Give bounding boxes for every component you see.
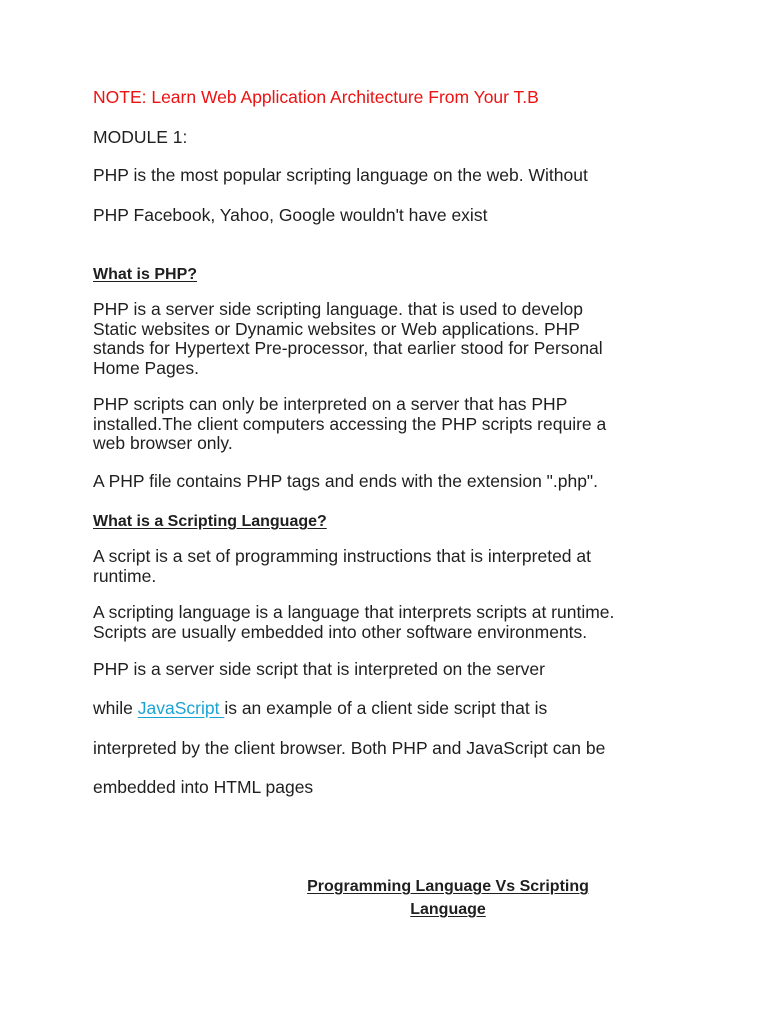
paragraph-line: Home Pages. xyxy=(93,357,200,378)
intro-line-1: PHP is the most popular scripting language on the web. Without xyxy=(93,165,588,185)
paragraph-line: stands for Hypertext Pre-processor, that earlier stood for Personal xyxy=(93,338,603,358)
script-definition-paragraph xyxy=(93,547,693,586)
php-file-paragraph: A PHP file contains PHP tags and ends with the extension ".php". xyxy=(93,471,599,491)
php-definition-paragraph xyxy=(93,300,693,378)
paragraph-line: PHP scripts can only be interpreted on a server that has PHP xyxy=(93,394,568,414)
while-suffix: is an example of a client side script that is xyxy=(224,698,548,718)
javascript-line xyxy=(93,698,547,718)
paragraph-line: Static websites or Dynamic websites or Web applications. PHP xyxy=(93,318,580,339)
paragraph-line: A scripting language is a language that interprets scripts at runtime. xyxy=(93,602,615,622)
intro-line-2: PHP Facebook, Yahoo, Google wouldn't have exist xyxy=(93,205,488,225)
heading-what-is-scripting-language: What is a Scripting Language? xyxy=(93,513,327,530)
javascript-link[interactable]: JavaScript xyxy=(137,698,225,718)
heading-what-is-php: What is PHP? xyxy=(93,266,198,283)
php-scripts-paragraph xyxy=(93,395,693,454)
heading-programming-vs-scripting xyxy=(260,875,636,921)
paragraph-line: runtime. xyxy=(93,565,157,586)
embedded-html-line: embedded into HTML pages xyxy=(93,777,314,797)
module-title: MODULE 1: xyxy=(93,127,188,147)
heading-line: Language xyxy=(410,901,486,918)
note-text: NOTE: Learn Web Application Architecture From Your T.B xyxy=(93,87,539,107)
paragraph-line: installed.The client computers accessing the PHP scripts require a xyxy=(93,413,607,434)
scripting-language-paragraph xyxy=(93,603,693,642)
heading-line: Programming Language Vs Scripting xyxy=(307,878,589,895)
paragraph-line: Scripts are usually embedded into other software environments. xyxy=(93,621,588,642)
paragraph-line: PHP is a server side scripting language. that is used to develop xyxy=(93,299,583,319)
client-browser-line: interpreted by the client browser. Both PHP and JavaScript can be xyxy=(93,738,606,758)
server-side-line: PHP is a server side script that is interpreted on the server xyxy=(93,659,545,679)
paragraph-line: A script is a set of programming instructions that is interpreted at xyxy=(93,546,591,566)
paragraph-line: web browser only. xyxy=(93,433,233,453)
while-prefix: while xyxy=(93,698,138,718)
